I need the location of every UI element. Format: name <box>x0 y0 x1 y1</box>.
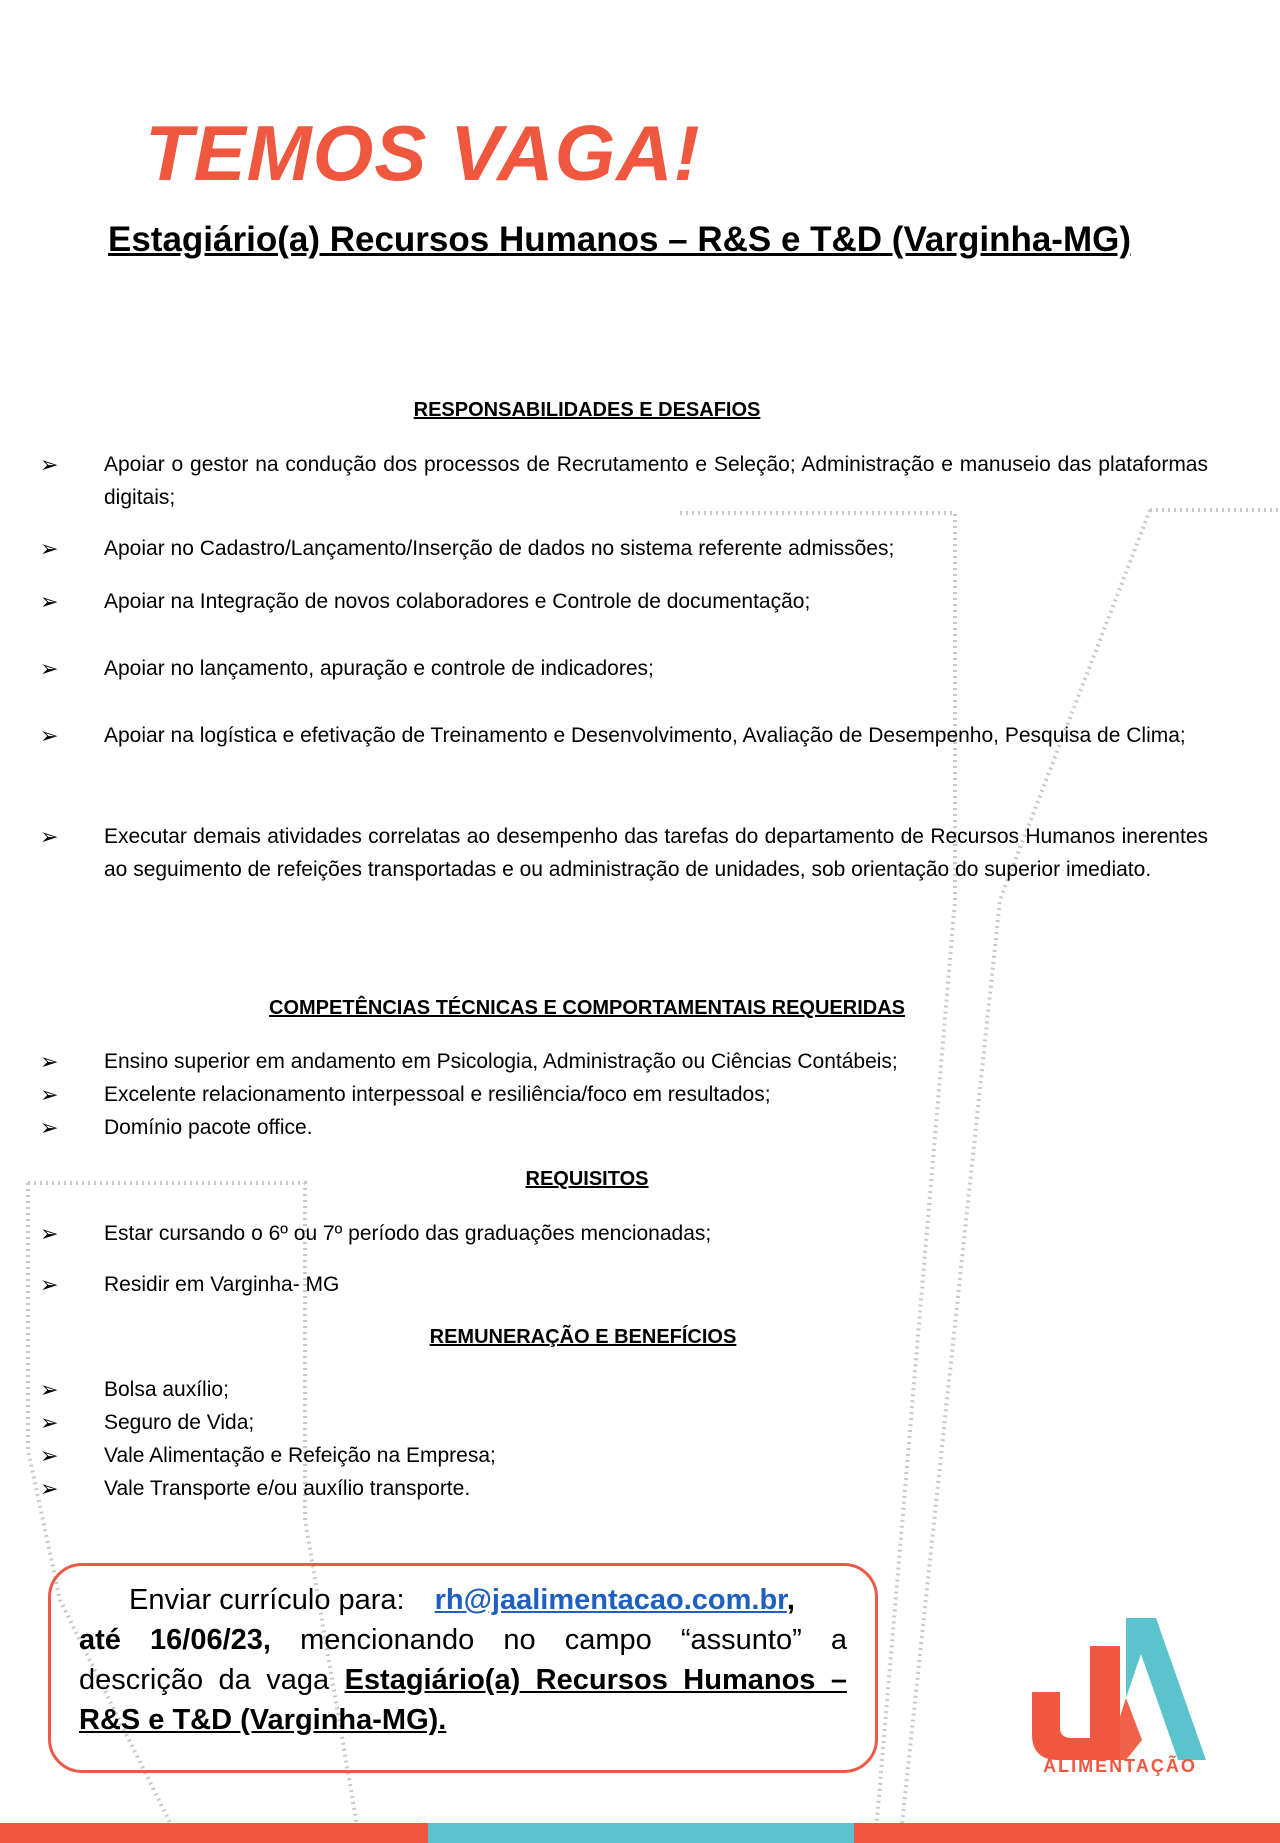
list-item: ➢ Vale Alimentação e Refeição na Empresa; <box>40 1439 1208 1472</box>
bottom-color-bar <box>0 1823 1280 1843</box>
benefits-title: REMUNERAÇÃO E BENEFÍCIOS <box>429 1326 737 1348</box>
list-item: ➢ Vale Transporte e/ou auxílio transporte. <box>40 1472 1208 1505</box>
list-item: ➢ Domínio pacote office. <box>40 1111 1208 1144</box>
list-item: ➢ Bolsa auxílio; <box>40 1373 1208 1406</box>
contact-box <box>48 1563 878 1773</box>
list-item: ➢ Apoiar na logística e efetivação de Treinamento e Desenvolvimento, Avaliação de Desempenho, Pesquisa de Clima; <box>40 719 1208 752</box>
competencies-title: COMPETÊNCIAS TÉCNICAS E COMPORTAMENTAIS REQUERIDAS <box>269 997 905 1019</box>
deadline-text: até 16/06/23, <box>79 1624 271 1656</box>
list-item: ➢ Excelente relacionamento interpessoal e resiliência/foco em resultados; <box>40 1078 1208 1111</box>
requirements-title: REQUISITOS <box>525 1168 649 1190</box>
arrow-bullet-icon: ➢ <box>40 1272 59 1297</box>
arrow-bullet-icon: ➢ <box>40 1082 59 1107</box>
contact-details <box>79 1620 847 1740</box>
arrow-bullet-icon: ➢ <box>40 1221 59 1246</box>
benefits-list <box>40 1373 1208 1505</box>
instruction-text: mencionando no campo “assunto” a descrição da vaga <box>79 1624 847 1696</box>
contact-line <box>79 1580 847 1620</box>
list-item: ➢ Apoiar no lançamento, apuração e controle de indicadores; <box>40 652 1208 685</box>
arrow-bullet-icon: ➢ <box>40 656 59 681</box>
arrow-bullet-icon: ➢ <box>40 589 59 614</box>
responsibilities-title: RESPONSABILIDADES E DESAFIOS <box>413 399 761 421</box>
arrow-bullet-icon: ➢ <box>40 1410 59 1435</box>
list-item: ➢ Estar cursando o 6º ou 7º período das graduações mencionadas; <box>40 1217 1208 1250</box>
contact-intro: Enviar currículo para: <box>129 1584 405 1616</box>
list-item: ➢ Apoiar o gestor na condução dos processos de Recrutamento e Seleção; Administração e manuseio das plataformas digitais; <box>40 448 1208 514</box>
list-item: ➢ Apoiar na Integração de novos colaboradores e Controle de documentação; <box>40 585 1208 618</box>
list-item: ➢ Executar demais atividades correlatas ao desempenho das tarefas do departamento de Recursos Humanos inerentes ao seguimento de refeições transportadas e ou administração de unidades, sob orientação do superior imediato. <box>40 820 1208 886</box>
arrow-bullet-icon: ➢ <box>40 452 59 477</box>
competencies-list <box>40 1045 1208 1144</box>
arrow-bullet-icon: ➢ <box>40 1377 59 1402</box>
list-item: ➢ Seguro de Vida; <box>40 1406 1208 1439</box>
job-title: Estagiário(a) Recursos Humanos – R&S e T&D (Varginha-MG) <box>108 220 1131 259</box>
list-item: ➢ Residir em Varginha- MG <box>40 1268 1208 1301</box>
list-item: ➢ Apoiar no Cadastro/Lançamento/Inserção de dados no sistema referente admissões; <box>40 532 1208 565</box>
arrow-bullet-icon: ➢ <box>40 1443 59 1468</box>
arrow-bullet-icon: ➢ <box>40 1476 59 1501</box>
arrow-bullet-icon: ➢ <box>40 536 59 561</box>
arrow-bullet-icon: ➢ <box>40 1115 59 1140</box>
logo-text: ALIMENTAÇÃO <box>1043 1756 1197 1776</box>
vacancy-name: Estagiário(a) Recursos Humanos – R&S e T&D (Varginha-MG). <box>79 1664 847 1736</box>
arrow-bullet-icon: ➢ <box>40 723 59 748</box>
headline: TEMOS VAGA! <box>145 109 701 197</box>
arrow-bullet-icon: ➢ <box>40 824 59 849</box>
ja-logo-icon <box>1030 1610 1210 1770</box>
contact-comma: , <box>786 1584 795 1616</box>
email-link[interactable]: rh@jaalimentacao.com.br <box>434 1584 787 1616</box>
arrow-bullet-icon: ➢ <box>40 1049 59 1074</box>
list-item: ➢ Ensino superior em andamento em Psicologia, Administração ou Ciências Contábeis; <box>40 1045 1208 1078</box>
